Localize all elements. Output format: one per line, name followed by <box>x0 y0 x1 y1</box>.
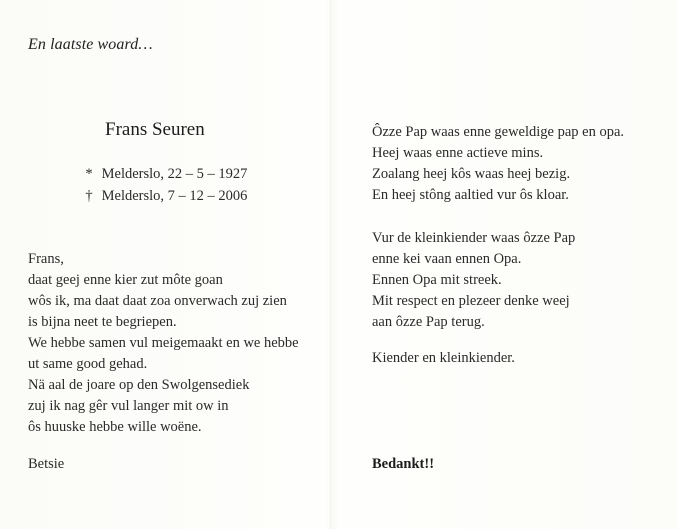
wife-message-line: wôs ik, ma daat daat zoa onverwach zuj zien <box>28 293 287 309</box>
wife-message-line: Frans, <box>28 251 64 267</box>
death-date: Melderslo, 7 – 12 – 2006 <box>101 188 248 204</box>
wife-message-line: ut same good gehad. <box>28 356 148 372</box>
deceased-name: Frans Seuren <box>105 119 205 140</box>
wife-signature: Betsie <box>28 456 65 472</box>
children-message-line: Heej waas enne actieve mins. <box>372 145 544 161</box>
card-heading: En laatste woard… <box>28 36 153 53</box>
children-message-line: aan ôzze Pap terug. <box>372 314 485 330</box>
children-signature: Kiender en kleinkiender. <box>372 350 515 366</box>
children-message-line: Zoalang heej kôs waas heej bezig. <box>372 166 571 182</box>
children-message-part2 <box>372 228 575 333</box>
children-message-line: Ôzze Pap waas enne geweldige pap en opa. <box>372 124 625 140</box>
wife-message-line: daat geej enne kier zut môte goan <box>28 272 223 288</box>
wife-message-line: ôs huuske hebbe wille woëne. <box>28 419 202 435</box>
children-message-part1 <box>372 122 624 206</box>
children-message-line: En heej stông aaltied vur ôs kloar. <box>372 187 569 203</box>
death-date-row <box>80 185 247 207</box>
children-message-line: Mit respect en plezeer denke weej <box>372 293 570 309</box>
card-fold <box>330 0 331 529</box>
death-symbol: † <box>85 188 93 204</box>
wife-message-line: is bijna neet te begriepen. <box>28 314 177 330</box>
birth-date-row <box>80 163 247 185</box>
closing-thanks: Bedankt!! <box>372 456 435 472</box>
wife-message-line: Nä aal de joare op den Swolgensediek <box>28 377 250 393</box>
children-message-line: Vur de kleinkiender waas ôzze Pap <box>372 230 576 246</box>
children-message-line: Ennen Opa mit streek. <box>372 272 502 288</box>
wife-message <box>28 249 299 438</box>
wife-message-line: zuj ik nag gêr vul langer mit ow in <box>28 398 229 414</box>
wife-message-line: We hebbe samen vul meigemaakt en we hebbe <box>28 335 299 351</box>
children-message-line: enne kei vaan ennen Opa. <box>372 251 522 267</box>
birth-symbol: * <box>85 166 93 182</box>
birth-date: Melderslo, 22 – 5 – 1927 <box>101 166 248 182</box>
life-dates <box>80 163 247 207</box>
